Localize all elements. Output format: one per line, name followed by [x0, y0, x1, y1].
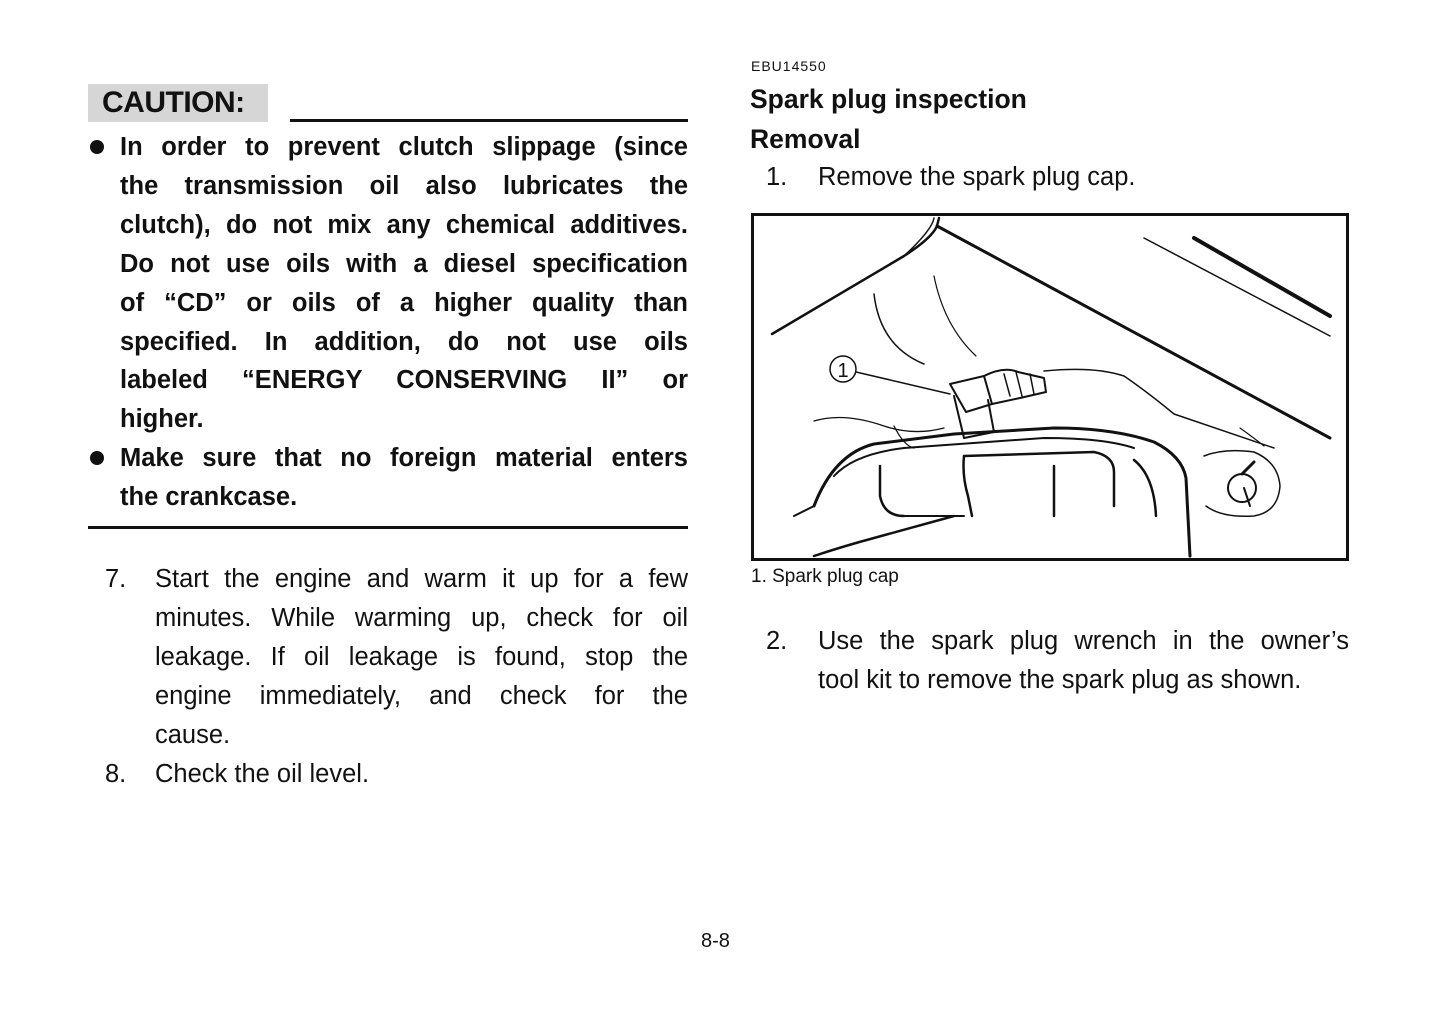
caution-bullet-1 [88, 128, 688, 439]
bullet-icon [90, 451, 104, 465]
text-line: the crankcase. [120, 483, 298, 512]
step-8 [105, 755, 688, 794]
document-code: EBU14550 [751, 58, 827, 74]
step-text: Remove the spark plug cap. [818, 163, 1136, 191]
text-line: Do not use oils with a diesel specification [120, 249, 688, 278]
text-line: Start the engine and warm it up for a few [155, 565, 688, 593]
text-line: leakage. If oil leakage is found, stop the [155, 642, 688, 671]
spark-plug-figure [751, 213, 1349, 561]
step-number: 7. [105, 565, 127, 593]
text-line: Check the oil level. [155, 759, 370, 788]
steps-left [105, 560, 688, 793]
text-line: specified. In addition, do not use oils [120, 327, 688, 356]
text-line: the transmission oil also lubricates the [120, 171, 688, 200]
text-line: minutes. While warming up, check for oil [155, 603, 688, 632]
caution-bullet-list [88, 128, 688, 517]
text-line: Use the spark plug wrench in the owner’s [818, 627, 1349, 655]
text-line: In order to prevent clutch slippage (since [120, 133, 688, 161]
caution-bottom-rule [88, 526, 688, 529]
subsection-title: Removal [750, 124, 861, 154]
caution-label: CAUTION: [88, 84, 268, 122]
step-7 [105, 560, 688, 755]
step-number: 2. [766, 627, 788, 655]
callout-label: 1 [837, 360, 849, 382]
text-line: cause. [155, 720, 231, 749]
figure-caption: 1. Spark plug cap [751, 566, 899, 587]
text-line: tool kit to remove the spark plug as shown. [818, 665, 1302, 694]
text-line: higher. [120, 405, 204, 434]
bullet-icon [90, 140, 104, 154]
text-line: of “CD” or oils of a higher quality than [120, 288, 688, 317]
section-title: Spark plug inspection [750, 84, 1027, 114]
caution-bullet-2 [88, 439, 688, 517]
step-number: 8. [105, 759, 127, 788]
page-number: 8-8 [701, 930, 730, 952]
step-2 [766, 622, 1349, 700]
caution-rule [290, 119, 688, 122]
text-line: Make sure that no foreign material enters [120, 444, 688, 473]
text-line: engine immediately, and check for the [155, 681, 688, 710]
text-line: labeled “ENERGY CONSERVING II” or [120, 366, 688, 395]
step-number: 1. [766, 163, 788, 191]
step-1 [766, 163, 1366, 192]
spark-plug-illustration [754, 216, 1346, 558]
text-line: clutch), do not mix any chemical additives. [120, 210, 688, 239]
